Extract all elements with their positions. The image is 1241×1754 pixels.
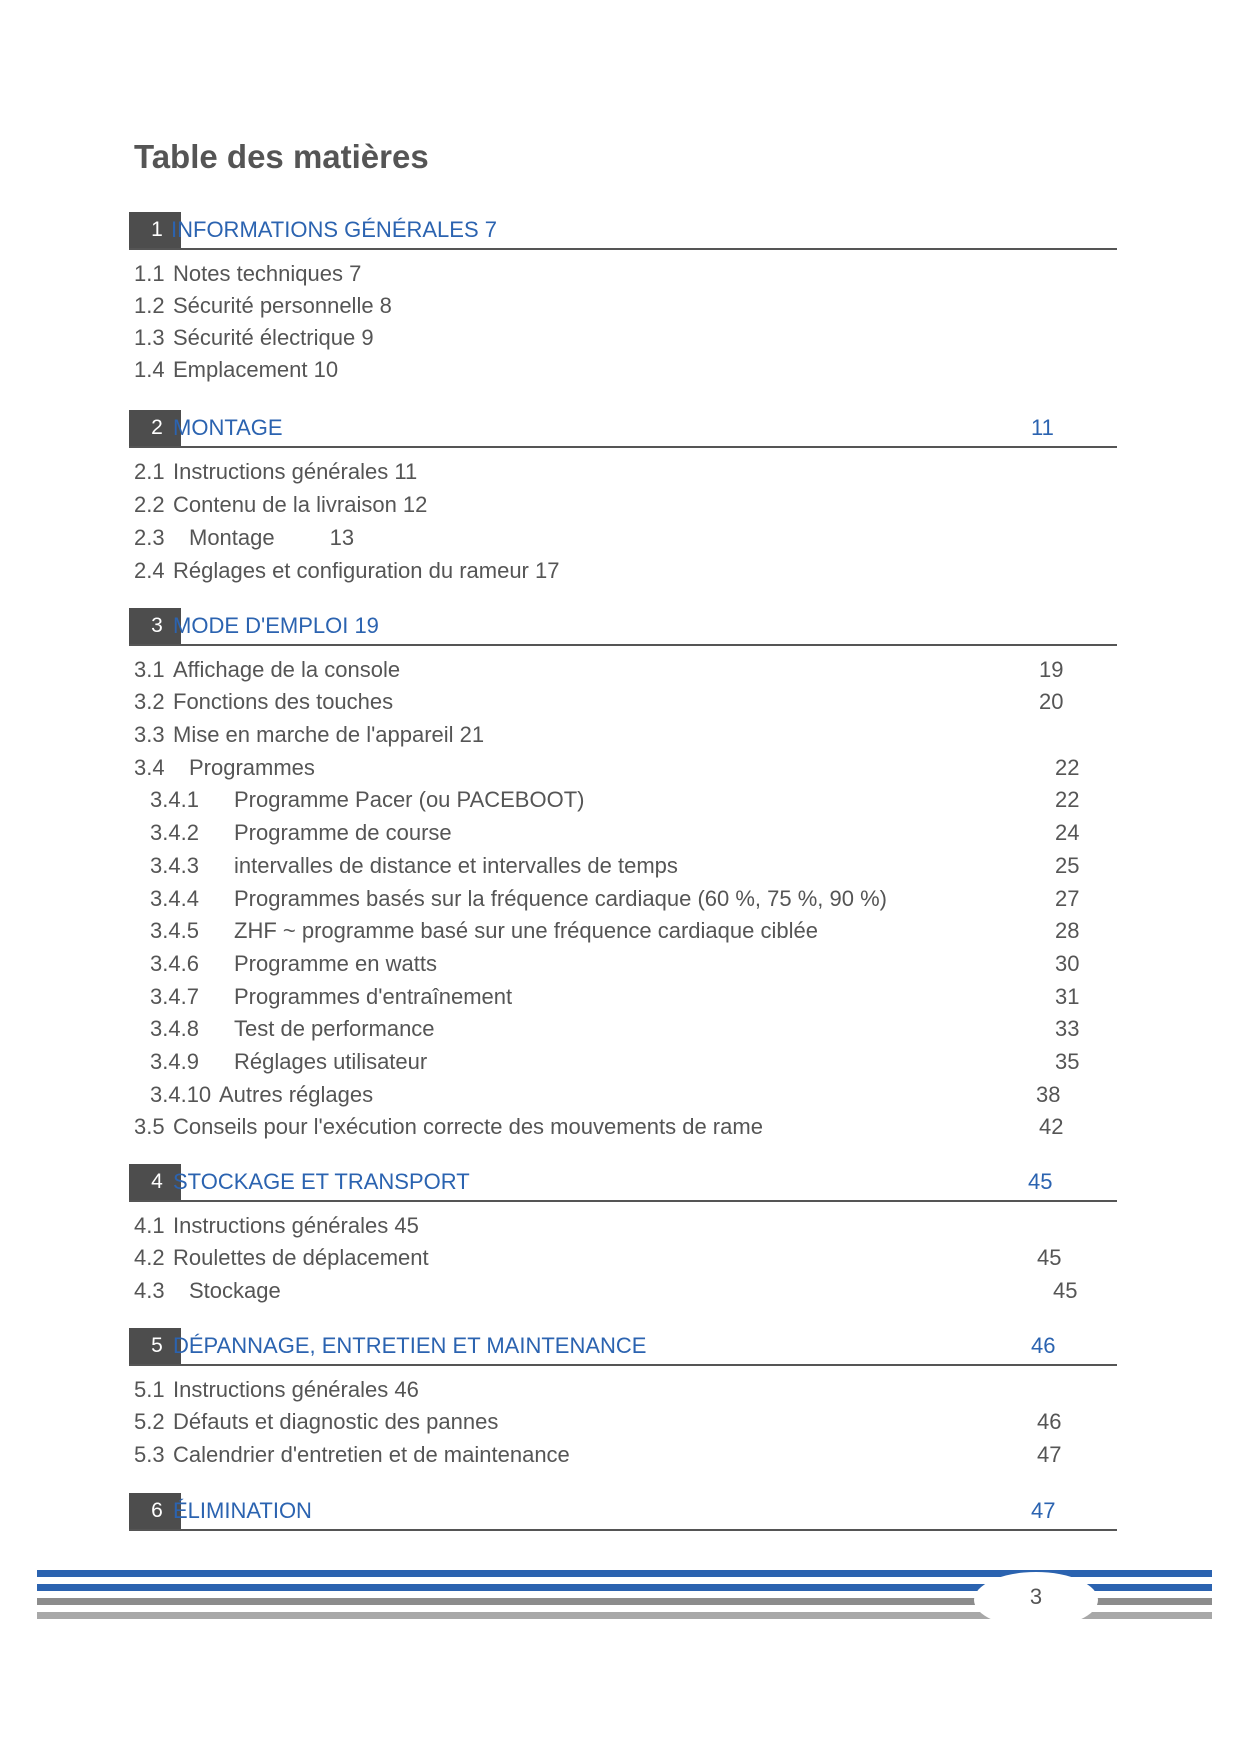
page-title: Table des matières xyxy=(134,138,429,175)
section-title: STOCKAGE ET TRANSPORT xyxy=(173,1169,470,1194)
toc-entry[interactable]: 3.4.5 ZHF ~ programme basé sur une fréquence cardiaque ciblée 28 xyxy=(150,918,1080,943)
section-page: 46 xyxy=(1031,1333,1056,1358)
toc-entry[interactable]: 2.1 Instructions générales 11 xyxy=(134,459,418,484)
toc-entry[interactable]: 4.3 Stockage 45 xyxy=(134,1278,1078,1303)
toc-entry[interactable]: 3.4.1 Programme Pacer (ou PACEBOOT) 22 xyxy=(150,787,1080,812)
section-number: 5 xyxy=(129,1328,181,1364)
section-title: DÉPANNAGE, ENTRETIEN ET MAINTENANCE xyxy=(173,1333,647,1358)
section-page: 47 xyxy=(1031,1498,1056,1523)
toc-entry[interactable]: 5.1 Instructions générales 46 xyxy=(134,1377,419,1402)
page-number: 3 xyxy=(1029,1584,1043,1609)
toc-entry[interactable]: 3.4.3 intervalles de distance et intervalles de temps 25 xyxy=(150,853,1080,878)
toc-entry[interactable]: 3.3 Mise en marche de l'appareil 21 xyxy=(134,722,485,747)
section-header-1[interactable] xyxy=(129,212,1117,250)
toc-entry[interactable]: 1.2 Sécurité personnelle 8 xyxy=(134,293,392,318)
section-header-2[interactable] xyxy=(129,410,1117,448)
section-number: 3 xyxy=(129,608,181,644)
toc-entry[interactable]: 2.4 Réglages et configuration du rameur 17 xyxy=(134,558,560,583)
toc-entry[interactable]: 3.4.2 Programme de course 24 xyxy=(150,820,1080,845)
section-number: 6 xyxy=(129,1493,181,1529)
toc-entry[interactable]: 4.2 Roulettes de déplacement 45 xyxy=(134,1245,1062,1270)
section-header-4[interactable] xyxy=(129,1164,1117,1202)
section-page: 45 xyxy=(1028,1169,1053,1194)
section-title: MODE D'EMPLOI 19 xyxy=(173,613,379,638)
toc-entry[interactable]: 1.4 Emplacement 10 xyxy=(134,357,339,382)
toc-entry[interactable]: 3.4 Programmes 22 xyxy=(134,755,1080,780)
toc-entry[interactable]: 5.3 Calendrier d'entretien et de maintenance 47 xyxy=(134,1442,1062,1467)
toc-entry[interactable]: 3.4.4 Programmes basés sur la fréquence cardiaque (60 %, 75 %, 90 %) 27 xyxy=(150,886,1080,911)
section-number: 4 xyxy=(129,1164,181,1200)
section-header-3[interactable] xyxy=(129,608,1117,646)
section-title: ÉLIMINATION xyxy=(173,1498,312,1523)
toc-entry[interactable]: 3.4.9 Réglages utilisateur 35 xyxy=(150,1049,1080,1074)
toc-entry[interactable]: 3.4.8 Test de performance 33 xyxy=(150,1016,1080,1041)
toc-entry[interactable]: 1.3 Sécurité électrique 9 xyxy=(134,325,374,350)
toc-entry[interactable]: 3.5 Conseils pour l'exécution correcte des mouvements de rame 42 xyxy=(134,1114,1064,1139)
section-number: 2 xyxy=(129,410,181,446)
toc-entry[interactable]: 3.4.7 Programmes d'entraînement 31 xyxy=(150,984,1080,1009)
toc-entry[interactable]: 3.4.6 Programme en watts 30 xyxy=(150,951,1080,976)
section-title: INFORMATIONS GÉNÉRALES 7 xyxy=(171,217,497,242)
toc-entry[interactable]: 2.3 Montage 13 xyxy=(134,525,355,550)
section-header-5[interactable] xyxy=(129,1328,1117,1366)
section-header-6[interactable] xyxy=(129,1493,1117,1531)
toc-entry[interactable]: 3.1 Affichage de la console 19 xyxy=(134,657,1064,682)
toc-entry[interactable]: 3.4.10 Autres réglages 38 xyxy=(150,1082,1061,1107)
toc-entry[interactable]: 1.1 Notes techniques 7 xyxy=(134,261,362,286)
section-number: 1 xyxy=(129,212,181,248)
section-page: 11 xyxy=(1031,415,1054,440)
toc-entry[interactable]: 5.2 Défauts et diagnostic des pannes 46 xyxy=(134,1409,1062,1434)
section-title: MONTAGE xyxy=(173,415,283,440)
toc-entry[interactable]: 3.2 Fonctions des touches 20 xyxy=(134,689,1064,714)
toc-entry[interactable]: 4.1 Instructions générales 45 xyxy=(134,1213,419,1238)
toc-entry[interactable]: 2.2 Contenu de la livraison 12 xyxy=(134,492,428,517)
